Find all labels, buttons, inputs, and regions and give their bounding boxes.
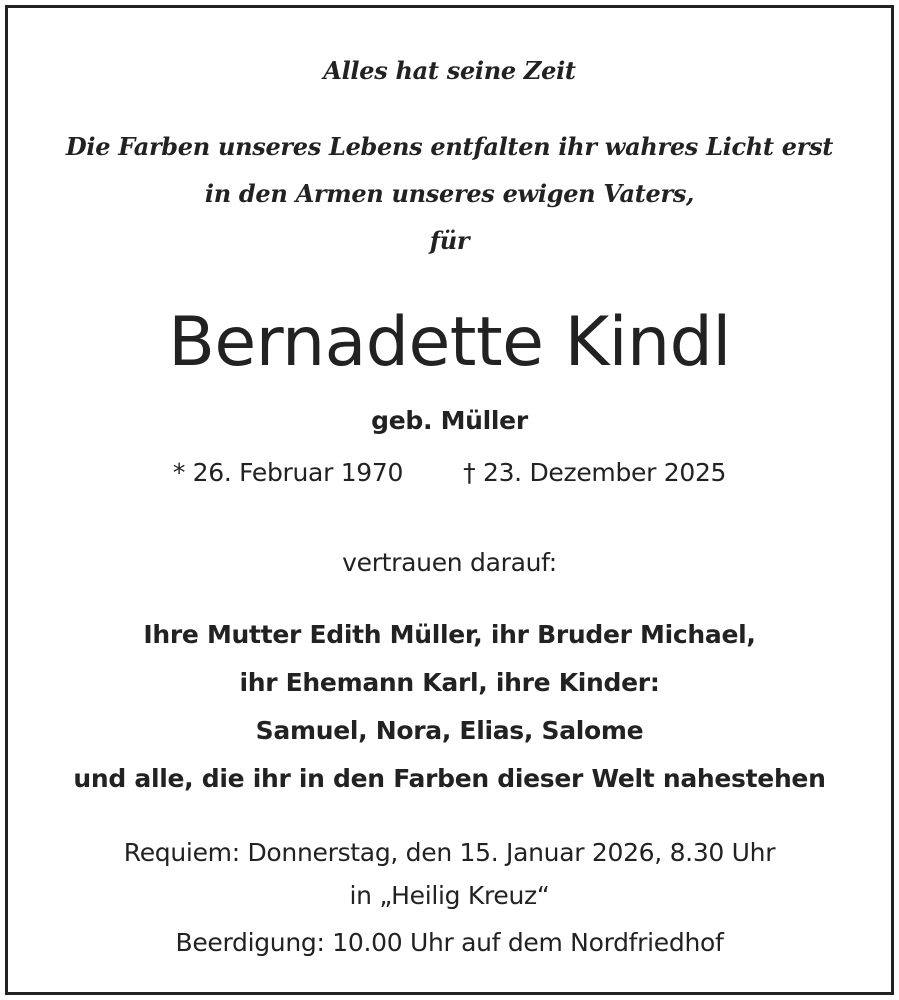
mourners-line-3: Samuel, Nora, Elias, Salome: [255, 716, 644, 745]
burial-info: Beerdigung: 10.00 Uhr auf dem Nordfriedhof: [175, 928, 724, 957]
mourners-line-2: ihr Ehemann Karl, ihre Kinder:: [239, 668, 660, 697]
requiem-location: in „Heilig Kreuz“: [349, 881, 550, 910]
obituary-frame: [5, 5, 894, 995]
motto: Alles hat seine Zeit: [323, 56, 576, 85]
requiem-info: Requiem: Donnerstag, den 15. Januar 2026, 8.30 Uhr: [123, 838, 776, 867]
trust-phrase: vertrauen darauf:: [342, 548, 557, 577]
verse-line-3: für: [429, 226, 470, 255]
mourners-line-4: und alle, die ihr in den Farben dieser Welt nahestehen: [73, 764, 826, 793]
birth-date: * 26. Februar 1970: [172, 458, 404, 487]
mourners-line-1: Ihre Mutter Edith Müller, ihr Bruder Michael,: [143, 620, 756, 649]
maiden-name: geb. Müller: [371, 406, 528, 435]
life-dates: [8, 458, 891, 487]
deceased-name: Bernadette Kindl: [168, 303, 731, 382]
verse-line-1: Die Farben unseres Lebens entfalten ihr wahres Licht erst: [65, 132, 834, 161]
death-date: † 23. Dezember 2025: [463, 458, 727, 487]
verse-line-2: in den Armen unseres ewigen Vaters,: [204, 179, 695, 208]
